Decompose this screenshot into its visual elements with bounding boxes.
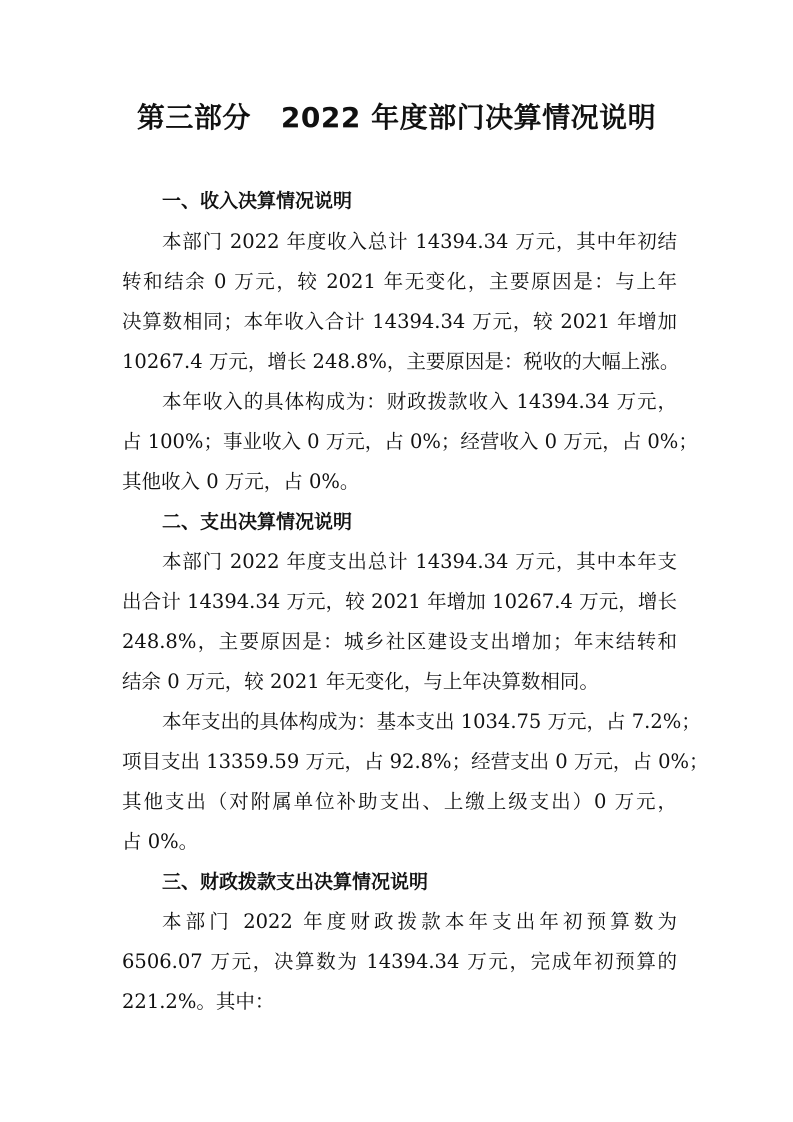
paragraph-line: 项目支出 13359.59 万元，占 92.8%；经营支出 0 万元，占 0%； [122,750,709,773]
page-title [0,98,793,138]
section-heading-fiscal-appropriation: 三、财政拨款支出决算情况说明 [162,871,429,893]
paragraph-line: 6506.07 万元，决算数为 14394.34 万元，完成年初预算的 [122,950,677,973]
paragraph-line: 本部门 2022 年度收入总计 14394.34 万元，其中年初结 [162,230,677,253]
paragraph-line: 本年收入的具体构成为：财政拨款收入 14394.34 万元， [162,390,677,413]
paragraph-line: 本部门 2022 年度财政拨款本年支出年初预算数为 [162,910,677,933]
paragraph-line: 10267.4 万元，增长 248.8%，主要原因是：税收的大幅上涨。 [122,350,680,373]
paragraph-line: 出合计 14394.34 万元，较 2021 年增加 10267.4 万元，增长 [122,590,677,613]
paragraph-line: 占 100%；事业收入 0 万元，占 0%；经营收入 0 万元，占 0%； [122,430,698,453]
paragraph-line: 本部门 2022 年度支出总计 14394.34 万元，其中本年支 [162,550,677,573]
paragraph-line: 其他收入 0 万元，占 0%。 [122,470,360,493]
paragraph-line: 本年支出的具体构成为：基本支出 1034.75 万元，占 7.2%； [162,710,701,733]
title-part: 第三部分 [136,101,251,134]
paragraph-line: 占 0%。 [122,830,199,853]
section-heading-income: 一、收入决算情况说明 [162,190,353,212]
paragraph-line: 其他支出（对附属单位补助支出、上缴上级支出）0 万元， [122,790,677,813]
section-heading-expenditure: 二、支出决算情况说明 [162,511,353,533]
paragraph-line: 221.2%。其中： [122,990,275,1013]
paragraph-line: 结余 0 万元，较 2021 年无变化，与上年决算数相同。 [122,670,599,693]
paragraph-line: 转和结余 0 万元，较 2021 年无变化，主要原因是：与上年 [122,270,677,293]
title-main: 2022 年度部门决算情况说明 [280,101,657,134]
paragraph-line: 248.8%，主要原因是：城乡社区建设支出增加；年末结转和 [122,630,677,653]
paragraph-line: 决算数相同；本年收入合计 14394.34 万元，较 2021 年增加 [122,310,677,333]
